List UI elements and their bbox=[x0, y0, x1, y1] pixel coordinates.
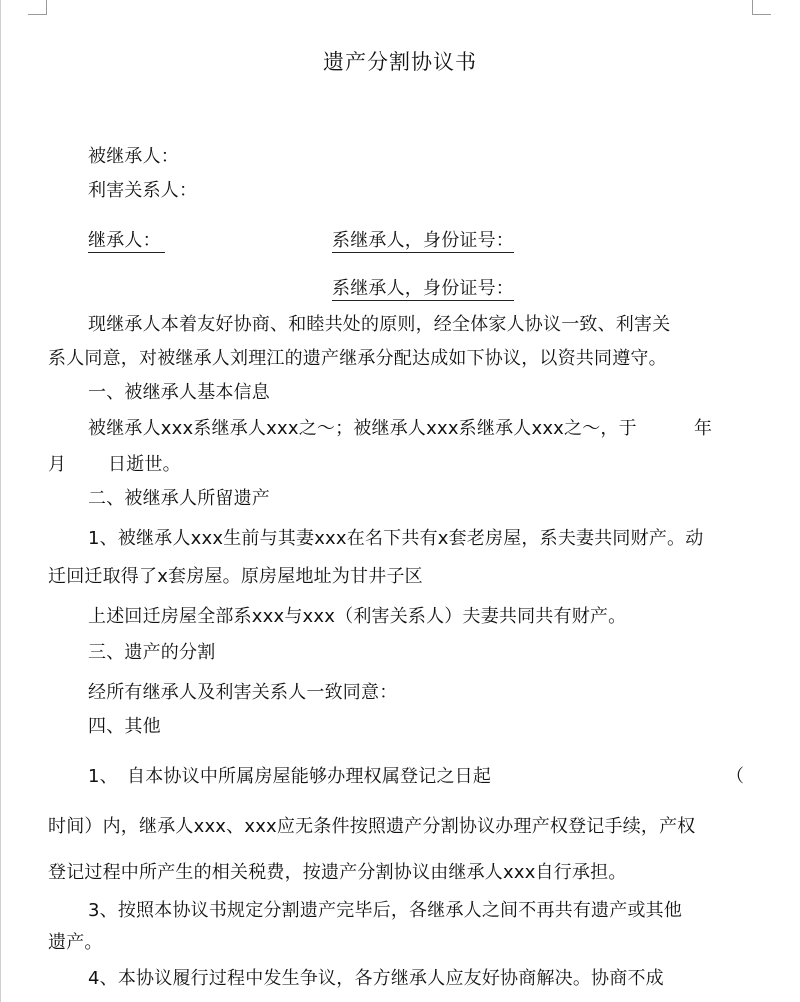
relation-id-1 bbox=[332, 228, 514, 254]
section-1-line-1: 被继承人xxx系继承人xxx之～；被继承人xxx系继承人xxx之～，于 bbox=[88, 418, 637, 439]
heir-label bbox=[88, 228, 165, 254]
section-3-line-1: 经所有继承人及利害关系人一致同意： bbox=[88, 682, 398, 703]
section-4-heading: 四、其他 bbox=[88, 716, 161, 737]
section-4-item-1-line-2: 时间）内，继承人xxx、xxx应无条件按照遗产分割协议办理产权登记手续，产权 bbox=[48, 816, 696, 837]
heir-underlined: 继承人： bbox=[88, 230, 165, 253]
section-4-item-4-line-1: 4、本协议履行过程中发生争议，各方继承人应友好协商解决。协商不成 bbox=[88, 968, 664, 989]
section-4-item-1-line-1: 1、 自本协议中所属房屋能够办理权属登记之日起 bbox=[88, 766, 492, 787]
section-2-line-1: 1、被继承人xxx生前与其妻xxx在名下共有x套老房屋，系夫妻共同财产。动 bbox=[88, 528, 704, 549]
relation-id-2-underlined: 系继承人，身份证号： bbox=[332, 278, 514, 299]
section-1-heading: 一、被继承人基本信息 bbox=[88, 382, 270, 403]
document-title: 遗产分割协议书 bbox=[323, 50, 477, 74]
intro-line-2: 系人同意，对被继承人刘理江的遗产继承分配达成如下协议，以资共同遵守。 bbox=[48, 348, 667, 369]
section-1-line-2: 日逝世。 bbox=[108, 454, 181, 475]
decedent-label: 被继承人： bbox=[88, 146, 179, 167]
page-left-edge bbox=[0, 0, 1, 1002]
section-3-heading: 三、遗产的分割 bbox=[88, 642, 216, 663]
section-4-item-3-line-2: 遗产。 bbox=[48, 932, 103, 953]
relation-id-2 bbox=[332, 276, 514, 302]
relation-id-1-underlined: 系继承人，身份证号： bbox=[332, 230, 514, 251]
intro-line-1: 现继承人本着友好协商、和睦共处的原则，经全体家人协议一致、利害关 bbox=[88, 314, 671, 335]
section-2-line-2: 迁回迁取得了x套房屋。原房屋地址为甘井子区 bbox=[48, 566, 423, 587]
section-2-line-3: 上述回迁房屋全部系xxx与xxx（利害关系人）夫妻共同共有财产。 bbox=[88, 606, 627, 627]
margin-mark-top-left bbox=[28, 0, 47, 15]
interested-party-label: 利害关系人： bbox=[88, 180, 198, 201]
section-1-month: 月 bbox=[48, 454, 67, 475]
section-4-item-3-line-1: 3、按照本协议书规定分割遗产完毕后，各继承人之间不再共有遗产或其他 bbox=[88, 900, 683, 921]
section-4-item-1-line-3: 登记过程中所产生的相关税费，按遗产分割协议由继承人xxx自行承担。 bbox=[48, 862, 627, 883]
section-4-item-1-paren: （ bbox=[726, 766, 745, 787]
section-1-year: 年 bbox=[694, 418, 713, 439]
margin-mark-top-right bbox=[752, 0, 771, 15]
section-2-heading: 二、被继承人所留遗产 bbox=[88, 488, 270, 509]
